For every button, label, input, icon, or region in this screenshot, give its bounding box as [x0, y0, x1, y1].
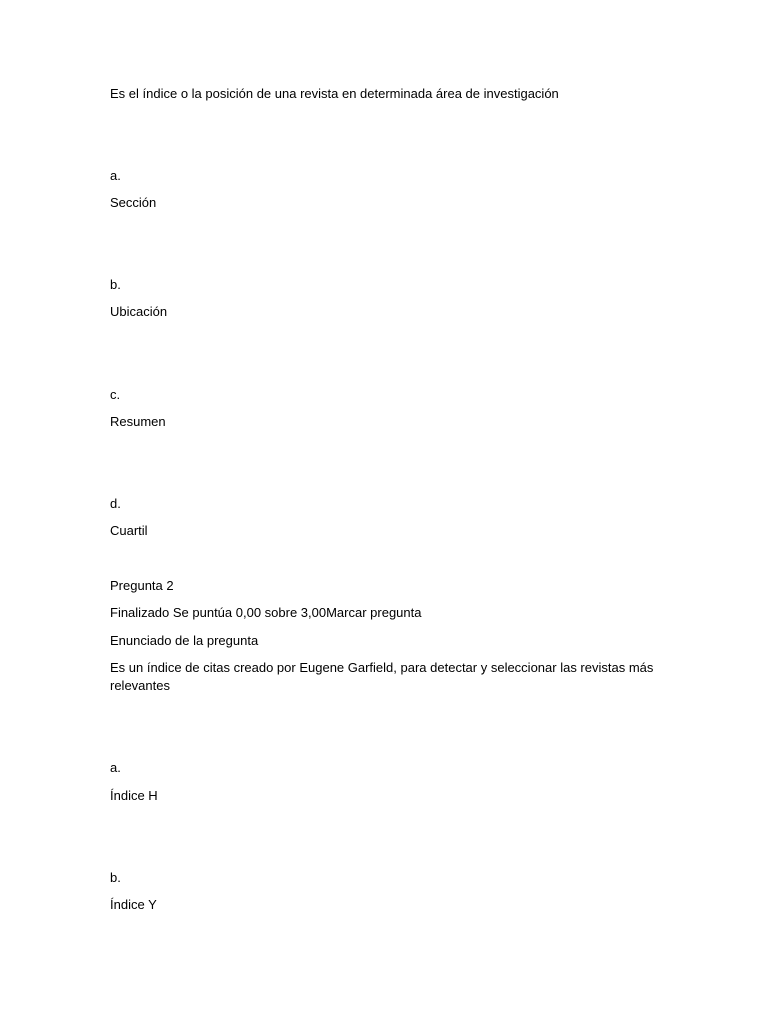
option-a-letter: a. [110, 168, 121, 183]
option-c-letter: c. [110, 387, 121, 402]
option-b-letter: b. [110, 870, 121, 885]
option-a-letter: a. [110, 760, 121, 775]
option-b-label: Ubicación [110, 304, 168, 319]
option-d-letter: d. [110, 496, 121, 511]
question-1-text: Es el índice o la posición de una revista en determinada área de investigación [110, 86, 559, 101]
question-2-statement-label: Enunciado de la pregunta [110, 633, 259, 648]
option-b-label: Índice Y [110, 897, 157, 912]
option-a-label: Sección [110, 195, 157, 210]
question-2-text: Es un índice de citas creado por Eugene Garfield, para detectar y seleccionar las revistas más relevantes [110, 660, 654, 693]
option-b-letter: b. [110, 277, 121, 292]
option-c-label: Resumen [110, 414, 166, 429]
question-2-status: Finalizado Se puntúa 0,00 sobre 3,00Marcar pregunta [110, 605, 422, 620]
question-2-title: Pregunta 2 [110, 578, 174, 593]
option-d-label: Cuartil [110, 523, 148, 538]
option-a-label: Índice H [110, 788, 158, 803]
